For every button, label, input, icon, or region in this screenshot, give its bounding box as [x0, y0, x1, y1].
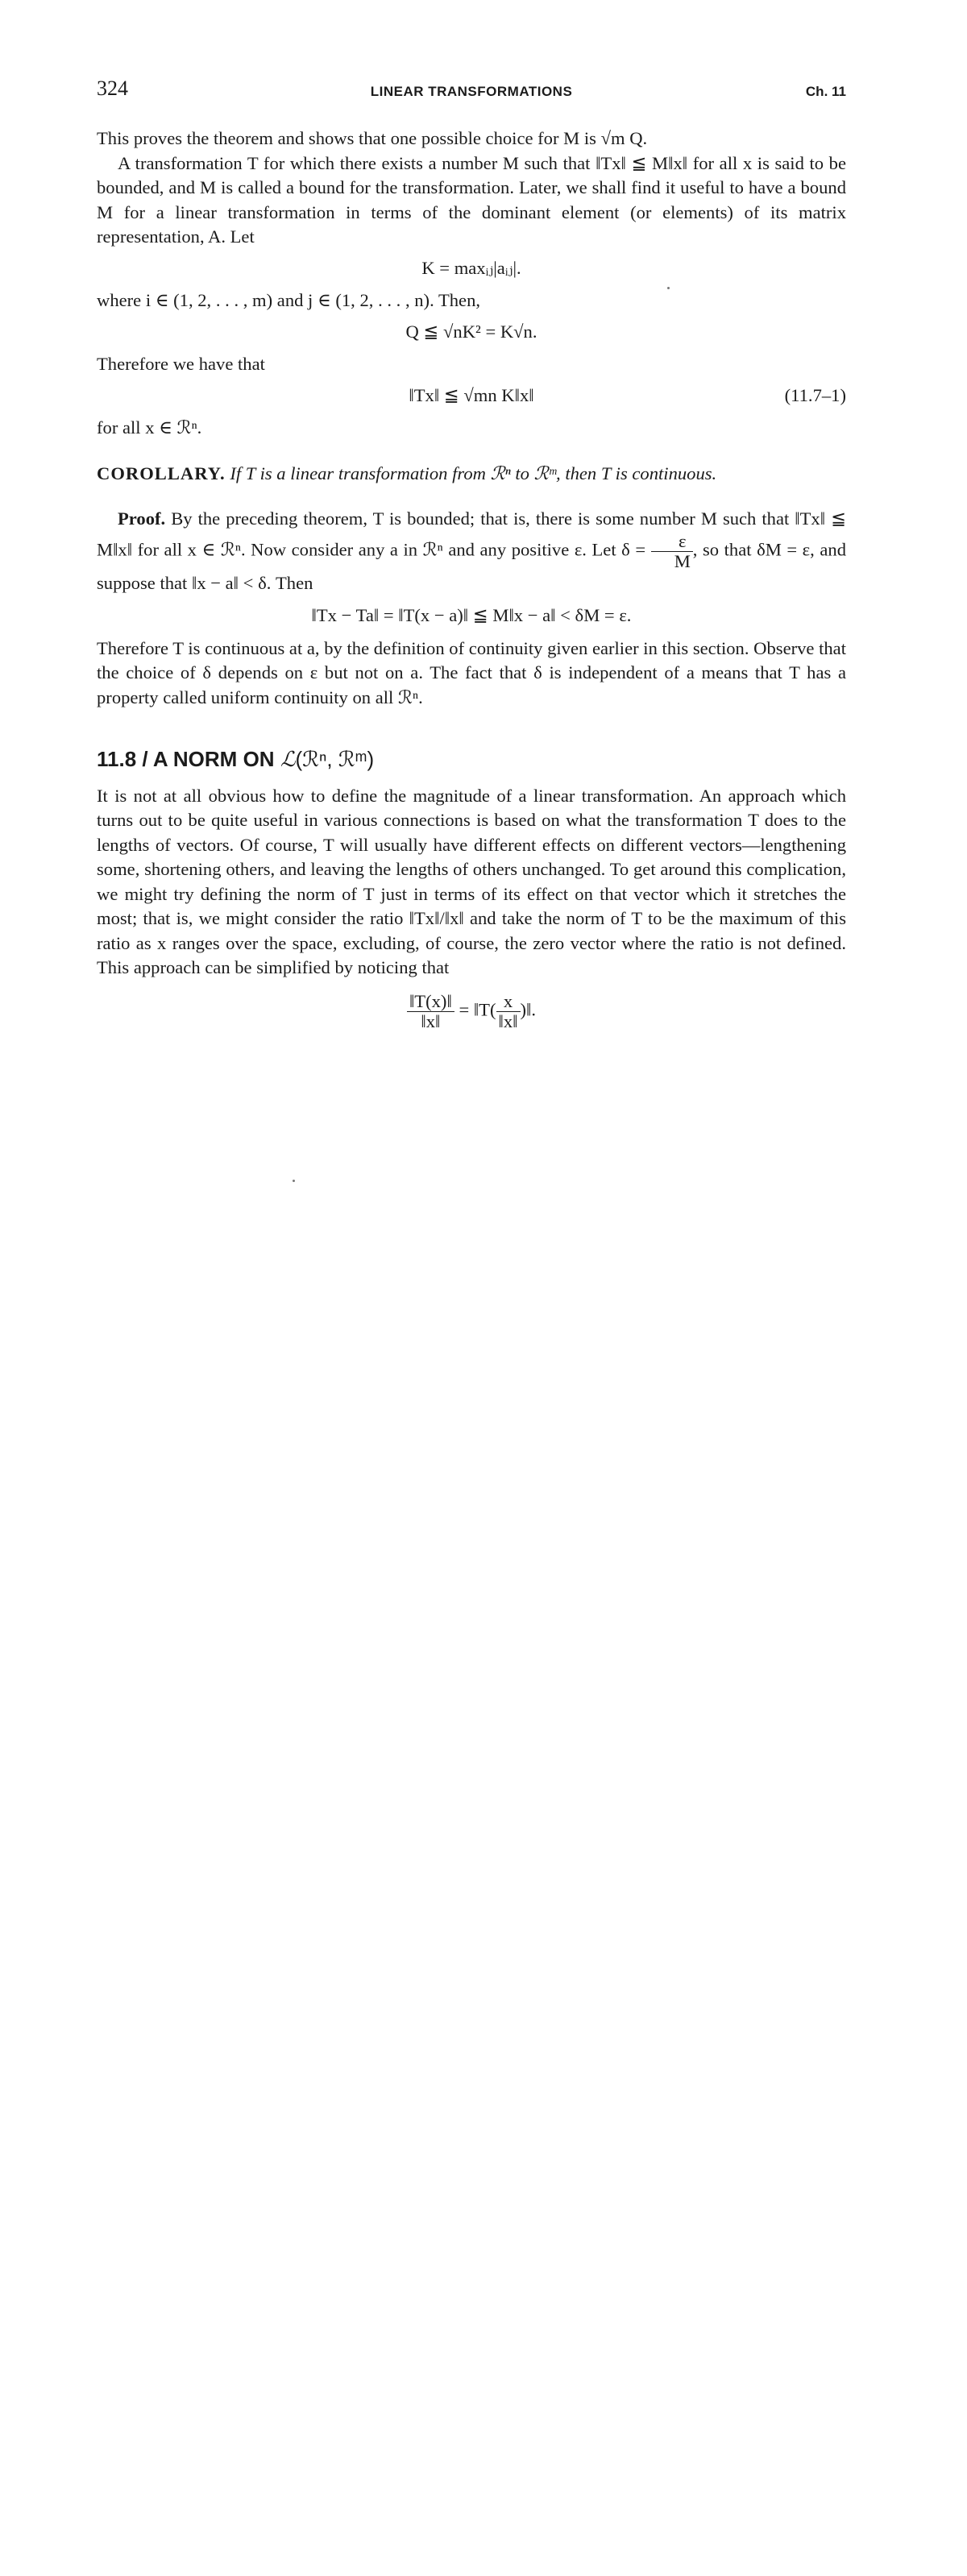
- book-page: [97, 77, 846, 1031]
- proof-text-a: By the preceding theorem, T is bounded; that is, there is some number M such that ‖Tx‖ ≦ M‖x‖ for all x ∈ ℛⁿ. Now consider any a in ℛⁿ and any positive ε. Let δ =: [97, 508, 847, 560]
- norm-ratio-numerator: ‖T(x)‖: [407, 992, 454, 1012]
- chapter-reference: Ch. 11: [805, 84, 846, 99]
- proof-conclusion: Therefore T is continuous at a, by the definition of continuity given earlier in this section. Observe that the choice of δ depends on ε but not on a. The fact that δ is independent of a means that T has a property called uniform continuity on all ℛⁿ.: [97, 637, 846, 707]
- norm-equation-end: )‖.: [520, 999, 537, 1020]
- corollary-text: If T is a linear transformation from ℛⁿ to ℛᵐ, then T is continuous.: [230, 463, 717, 483]
- section-heading-prefix: 11.8 / A NORM ON: [97, 747, 275, 771]
- section-paragraph: It is not at all obvious how to define the magnitude of a linear transformation. An approach which turns out to be quite useful in various connections is based on what the transformation T does to the lengths of vectors. Of course, T will usually have different effects on different vectors—lengthening some, shortening others, and leaving the lengths of others unchanged. To get around this complication, we might try defining the norm of T just in terms of its effect on that vector which it stretches the most; that is, we might consider the ratio ‖Tx‖/‖x‖ and take the norm of T to be the maximum of this ratio as x ranges over the space, excluding, of course, the zero vector where the ratio is not defined. This approach can be simplified by noticing that: [97, 785, 846, 977]
- proof-text-b: , so that δM = ε, and suppose that ‖x − a‖ < δ. Then: [97, 539, 846, 593]
- norm-equation-middle: = ‖T(: [459, 999, 496, 1020]
- equation-k-max: K = maxᵢⱼ|aᵢⱼ|.: [421, 257, 521, 278]
- scan-speck: [293, 1180, 295, 1182]
- delta-fraction-denominator: M: [674, 550, 691, 571]
- page-header: [97, 77, 846, 109]
- paragraph-for-all-x: for all x ∈ ℛⁿ.: [97, 417, 202, 438]
- page-number: 324: [97, 77, 128, 100]
- section-heading-script-l: ℒ: [280, 748, 296, 771]
- corollary-label: COROLLARY.: [97, 463, 226, 483]
- norm-ratio-fraction: [407, 992, 454, 1031]
- proof-paragraph: [97, 507, 846, 595]
- unit-vector-denominator: ‖x‖: [498, 1010, 518, 1031]
- equation-number: (11.7–1): [784, 384, 846, 405]
- paragraph-theorem-conclusion: This proves the theorem and shows that one possible choice for M is √m Q.: [97, 128, 648, 148]
- section-heading-args: (ℛⁿ, ℛᵐ): [295, 747, 375, 771]
- paragraph-index-ranges: where i ∈ (1, 2, . . . , m) and j ∈ (1, 2, . . . , n). Then,: [97, 290, 481, 310]
- norm-ratio-denominator: ‖x‖: [421, 1010, 441, 1031]
- equation-11-7-1: [97, 384, 846, 409]
- running-title: LINEAR TRANSFORMATIONS: [370, 84, 573, 99]
- paragraph-therefore: Therefore we have that: [97, 354, 265, 374]
- proof-equation: ‖Tx − Ta‖ = ‖T(x − a)‖ ≦ M‖x − a‖ < δM = ε.: [311, 605, 632, 625]
- corollary: [97, 462, 846, 487]
- unit-vector-fraction: [496, 992, 521, 1031]
- delta-fraction: [651, 532, 693, 571]
- scan-speck: [667, 287, 670, 289]
- unit-vector-numerator: x: [496, 992, 521, 1012]
- norm-equation: [97, 992, 846, 1031]
- equation-11-7-1-body: ‖Tx‖ ≦ √mn K‖x‖: [409, 384, 534, 405]
- paragraph-bounded-definition: A transformation T for which there exists a number M such that ‖Tx‖ ≦ M‖x‖ for all x is said to be bounded, and M is called a bound for the transformation. Later, we shall find it useful to have a bound M for a linear transformation in terms of the dominant element (or elements) of its matrix representation, A. Let: [97, 152, 846, 247]
- delta-fraction-numerator: ε: [651, 532, 693, 552]
- section-heading: [97, 747, 846, 773]
- equation-q-bound: Q ≦ √nK² = K√n.: [405, 321, 537, 342]
- proof-label: Proof.: [118, 508, 166, 529]
